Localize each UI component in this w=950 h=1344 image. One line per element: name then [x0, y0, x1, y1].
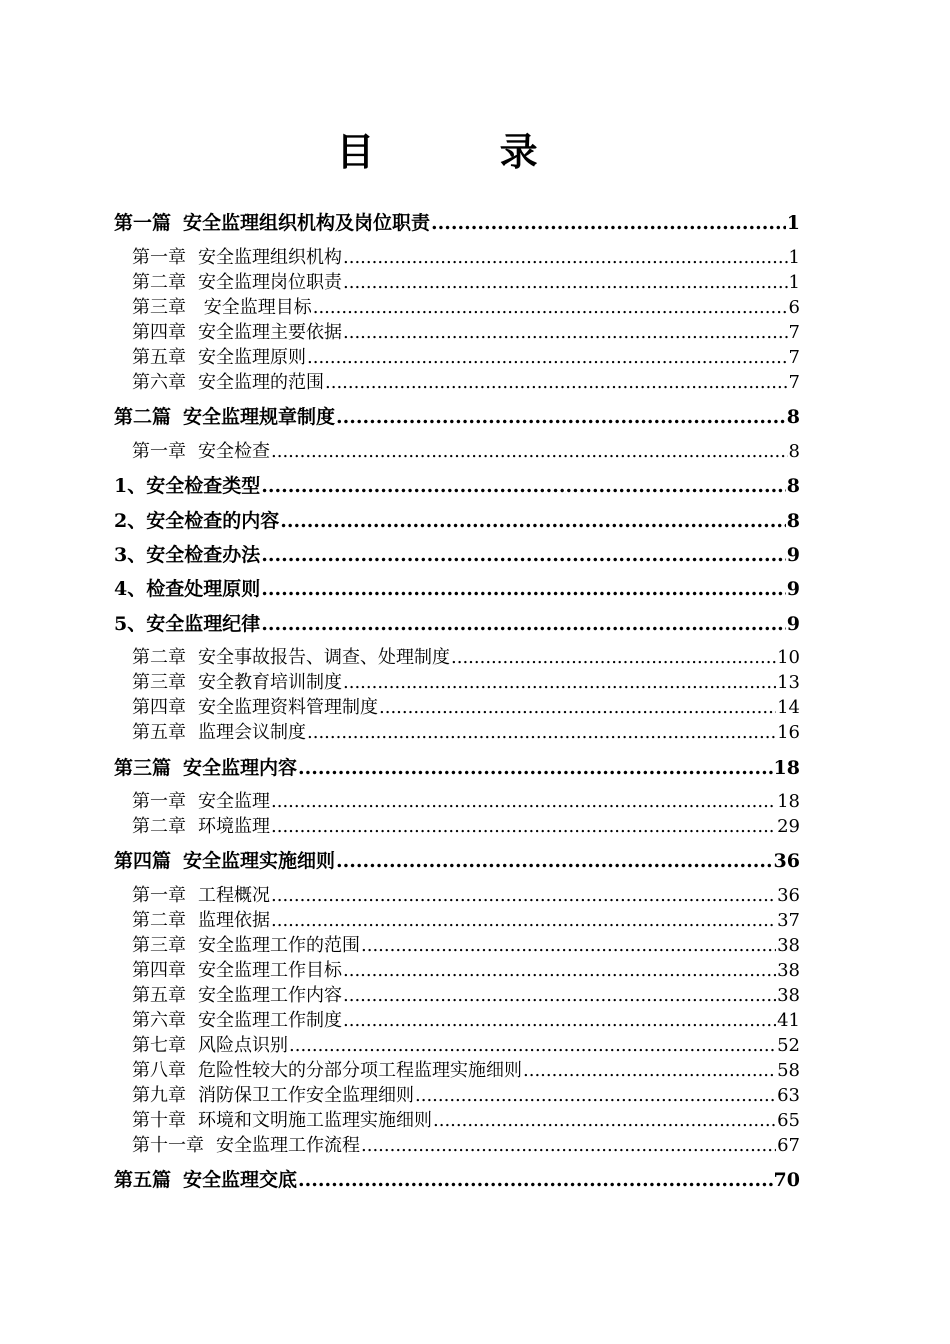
- toc-dot-leader: [343, 985, 776, 1006]
- toc-entry-label: [132, 293, 312, 319]
- toc-entry-label: [132, 881, 270, 907]
- toc-entry-label: [132, 437, 270, 463]
- toc-page-number: 36: [773, 850, 800, 872]
- toc-page-number: 9: [786, 544, 800, 566]
- toc-entry-title: 环境监理: [198, 816, 270, 837]
- toc-page-number: 38: [777, 960, 800, 981]
- toc-entry-label: [132, 368, 324, 394]
- toc-page-number: 58: [777, 1060, 800, 1081]
- toc-page-number: 1: [788, 247, 800, 268]
- toc-dot-leader: [271, 441, 788, 462]
- toc-page-number: 37: [777, 910, 800, 931]
- toc-part-entry[interactable]: [114, 402, 800, 429]
- toc-page-number: 18: [773, 757, 800, 779]
- toc-part-entry[interactable]: [114, 609, 800, 636]
- toc-chapter-entry[interactable]: [132, 787, 800, 813]
- toc-entry-title: 安全教育培训制度: [198, 672, 342, 693]
- toc-entry-label: [114, 609, 260, 636]
- toc-entry-title: 安全检查: [198, 441, 270, 462]
- toc-entry-title: 安全监理目标: [198, 297, 312, 318]
- toc-entry-label: [132, 318, 342, 344]
- toc-chapter-entry[interactable]: [132, 812, 800, 838]
- toc-page-number: 18: [777, 791, 800, 812]
- toc-entry-title: 监理依据: [198, 910, 270, 931]
- toc-chapter-entry[interactable]: [132, 906, 800, 932]
- toc-page-number: 52: [777, 1035, 800, 1056]
- toc-entry-number: 第二章: [132, 816, 186, 837]
- toc-page-number: 14: [777, 697, 800, 718]
- toc-dot-leader: [343, 322, 788, 343]
- toc-entry-number: 第五章: [132, 722, 186, 743]
- toc-entry-label: [132, 343, 306, 369]
- toc-chapter-entry[interactable]: [132, 343, 800, 369]
- toc-entry-number: 第一章: [132, 441, 186, 462]
- toc-chapter-entry[interactable]: [132, 1106, 800, 1132]
- toc-entry-title: 5、安全监理纪律: [114, 613, 261, 635]
- toc-entry-title: 安全监理主要依据: [198, 322, 342, 343]
- toc-entry-title: 4、检查处理原则: [114, 578, 261, 600]
- toc-chapter-entry[interactable]: [132, 437, 800, 463]
- toc-entry-label: [132, 243, 342, 269]
- toc-page-number: 7: [788, 322, 800, 343]
- toc-page-number: 70: [773, 1169, 800, 1191]
- toc-entry-number: 第六章: [132, 372, 186, 393]
- toc-entry-number: 第一章: [132, 791, 186, 812]
- toc-entry-number: 第四章: [132, 960, 186, 981]
- toc-chapter-entry[interactable]: [132, 1081, 800, 1107]
- toc-chapter-entry[interactable]: [132, 693, 800, 719]
- toc-entry-number: 第六章: [132, 1010, 186, 1031]
- toc-page-number: 16: [777, 722, 800, 743]
- toc-entry-label: [132, 956, 342, 982]
- toc-page-number: 63: [777, 1085, 800, 1106]
- toc-dot-leader: [523, 1060, 776, 1081]
- toc-entry-title: 安全监理: [198, 791, 270, 812]
- toc-page-number: 7: [788, 347, 800, 368]
- toc-entry-title: 安全监理的范围: [198, 372, 324, 393]
- toc-entry-number: 第八章: [132, 1060, 186, 1081]
- toc-dot-leader: [271, 910, 776, 931]
- toc-entry-title: 安全监理工作制度: [198, 1010, 342, 1031]
- toc-entry-label: [132, 693, 378, 719]
- toc-page-number: 29: [777, 816, 800, 837]
- toc-page-number: 65: [777, 1110, 800, 1131]
- toc-entry-number: 第五章: [132, 985, 186, 1006]
- toc-entry-title: 消防保卫工作安全监理细则: [198, 1085, 414, 1106]
- toc-entry-label: [132, 906, 270, 932]
- toc-entry-title: 安全监理岗位职责: [198, 272, 342, 293]
- toc-entry-number: 第五篇: [114, 1169, 172, 1191]
- toc-part-entry[interactable]: [114, 506, 800, 533]
- toc-entry-title: 风险点识别: [198, 1035, 288, 1056]
- toc-dot-leader: [307, 722, 776, 743]
- toc-dot-leader: [307, 347, 788, 368]
- page-title: 目 录: [336, 130, 594, 174]
- toc-dot-leader: [261, 613, 786, 635]
- toc-dot-leader: [415, 1085, 776, 1106]
- toc-dot-leader: [271, 816, 776, 837]
- toc-entry-number: 第二章: [132, 910, 186, 931]
- toc-dot-leader: [451, 647, 776, 668]
- toc-chapter-entry[interactable]: [132, 956, 800, 982]
- toc-dot-leader: [280, 510, 786, 532]
- toc-dot-leader: [271, 885, 776, 906]
- toc-entry-title: 工程概况: [198, 885, 270, 906]
- toc-chapter-entry[interactable]: [132, 318, 800, 344]
- toc-dot-leader: [343, 960, 776, 981]
- toc-chapter-entry[interactable]: [132, 668, 800, 694]
- toc-chapter-entry[interactable]: [132, 718, 800, 744]
- toc-page-number: 1: [786, 212, 800, 234]
- toc-entry-number: 第一章: [132, 885, 186, 906]
- toc-entry-title: 安全监理原则: [198, 347, 306, 368]
- toc-entry-number: 第二章: [132, 647, 186, 668]
- toc-entry-label: [114, 574, 260, 601]
- toc-dot-leader: [431, 212, 786, 234]
- toc-chapter-entry[interactable]: [132, 1131, 800, 1157]
- toc-entry-title: 安全监理内容: [183, 757, 298, 779]
- toc-entry-title: 安全监理工作流程: [216, 1135, 360, 1156]
- toc-entry-title: 安全监理工作的范围: [198, 935, 360, 956]
- toc-entry-label: [114, 1165, 297, 1192]
- toc-dot-leader: [361, 935, 776, 956]
- toc-page-number: 8: [786, 475, 800, 497]
- toc-chapter-entry[interactable]: [132, 1056, 800, 1082]
- toc-dot-leader: [343, 1010, 776, 1031]
- toc-entry-label: [114, 753, 297, 780]
- toc-entry-label: [132, 787, 270, 813]
- toc-entry-label: [114, 506, 279, 533]
- toc-chapter-entry[interactable]: [132, 1031, 800, 1057]
- toc-entry-title: 环境和文明施工监理实施细则: [198, 1110, 432, 1131]
- toc-entry-title: 安全事故报告、调查、处理制度: [198, 647, 450, 668]
- toc-entry-title: 安全监理交底: [183, 1169, 298, 1191]
- toc-dot-leader: [433, 1110, 776, 1131]
- toc-entry-title: 安全监理工作内容: [198, 985, 342, 1006]
- toc-dot-leader: [343, 247, 788, 268]
- toc-entry-label: [132, 668, 342, 694]
- toc-dot-leader: [379, 697, 776, 718]
- toc-entry-title: 3、安全检查办法: [114, 544, 261, 566]
- toc-entry-label: [132, 1056, 522, 1082]
- toc-part-entry[interactable]: [114, 208, 800, 235]
- toc-entry-title: 危险性较大的分部分项工程监理实施细则: [198, 1060, 522, 1081]
- toc-page-number: 9: [786, 578, 800, 600]
- toc-chapter-entry[interactable]: [132, 368, 800, 394]
- toc-entry-title: 安全监理工作目标: [198, 960, 342, 981]
- toc-entry-label: [132, 1106, 432, 1132]
- toc-chapter-entry[interactable]: [132, 243, 800, 269]
- toc-entry-title: 安全监理规章制度: [183, 406, 336, 428]
- toc-dot-leader: [289, 1035, 776, 1056]
- toc-page-number: 10: [777, 647, 800, 668]
- toc-part-entry[interactable]: [114, 1165, 800, 1192]
- toc-entry-number: 第二篇: [114, 406, 172, 428]
- toc-part-entry[interactable]: [114, 753, 800, 780]
- toc-entry-number: 第四篇: [114, 850, 172, 872]
- toc-entry-number: 第四章: [132, 322, 186, 343]
- toc-entry-label: [132, 718, 306, 744]
- toc-part-entry[interactable]: [114, 846, 800, 873]
- toc-chapter-entry[interactable]: [132, 931, 800, 957]
- toc-dot-leader: [261, 544, 786, 566]
- toc-entry-number: 第一篇: [114, 212, 172, 234]
- toc-entry-title: 安全监理资料管理制度: [198, 697, 378, 718]
- toc-chapter-entry[interactable]: [132, 981, 800, 1007]
- toc-entry-label: [114, 846, 335, 873]
- toc-page-number: 9: [786, 613, 800, 635]
- toc-entry-title: 安全监理实施细则: [183, 850, 336, 872]
- toc-chapter-entry[interactable]: [132, 293, 800, 319]
- toc-page-number: 8: [788, 441, 800, 462]
- toc-dot-leader: [298, 757, 773, 779]
- toc-entry-number: 第三章: [132, 672, 186, 693]
- toc-entry-number: 第五章: [132, 347, 186, 368]
- toc-entry-number: 第二章: [132, 272, 186, 293]
- toc-chapter-entry[interactable]: [132, 643, 800, 669]
- toc-page-number: 6: [788, 297, 800, 318]
- toc-dot-leader: [261, 578, 786, 600]
- toc-entry-title: 监理会议制度: [198, 722, 306, 743]
- toc-dot-leader: [298, 1169, 773, 1191]
- toc-entry-number: 第一章: [132, 247, 186, 268]
- toc-entry-label: [132, 812, 270, 838]
- toc-chapter-entry[interactable]: [132, 881, 800, 907]
- toc-entry-label: [132, 1006, 342, 1032]
- toc-part-entry[interactable]: [114, 574, 800, 601]
- toc-dot-leader: [336, 850, 773, 872]
- toc-dot-leader: [343, 672, 776, 693]
- toc-entry-number: 第七章: [132, 1035, 186, 1056]
- toc-entry-title: 2、安全检查的内容: [114, 510, 280, 532]
- toc-entry-number: 第三章: [132, 297, 186, 318]
- toc-part-entry[interactable]: [114, 540, 800, 567]
- toc-entry-title: 安全监理组织机构及岗位职责: [183, 212, 431, 234]
- toc-page-number: 7: [788, 372, 800, 393]
- toc-entry-title: 安全监理组织机构: [198, 247, 342, 268]
- toc-page-number: 1: [788, 272, 800, 293]
- toc-page-number: 8: [786, 406, 800, 428]
- toc-entry-label: [132, 643, 450, 669]
- toc-page-number: 67: [777, 1135, 800, 1156]
- toc-page-number: 38: [777, 985, 800, 1006]
- toc-dot-leader: [261, 475, 786, 497]
- toc-entry-number: 第十一章: [132, 1135, 204, 1156]
- toc-dot-leader: [313, 297, 788, 318]
- toc-entry-label: [132, 268, 342, 294]
- toc-entry-label: [132, 1131, 360, 1157]
- toc-entry-label: [114, 402, 335, 429]
- toc-entry-title: 1、安全检查类型: [114, 475, 261, 497]
- toc-page-number: 13: [777, 672, 800, 693]
- toc-entry-label: [132, 981, 342, 1007]
- toc-dot-leader: [343, 272, 788, 293]
- toc-entry-number: 第九章: [132, 1085, 186, 1106]
- toc-dot-leader: [271, 791, 776, 812]
- toc-entry-number: 第四章: [132, 697, 186, 718]
- toc-part-entry[interactable]: [114, 471, 800, 498]
- toc-page-number: 36: [777, 885, 800, 906]
- toc-entry-label: [132, 1031, 288, 1057]
- toc-page-number: 41: [777, 1010, 800, 1031]
- toc-entry-number: 第三章: [132, 935, 186, 956]
- toc-dot-leader: [336, 406, 786, 428]
- toc-entry-label: [114, 540, 260, 567]
- toc-entry-label: [132, 931, 360, 957]
- toc-dot-leader: [325, 372, 788, 393]
- toc-entry-number: 第十章: [132, 1110, 186, 1131]
- toc-entry-label: [132, 1081, 414, 1107]
- toc-entry-label: [114, 471, 260, 498]
- toc-entry-label: [114, 208, 430, 235]
- toc-chapter-entry[interactable]: [132, 1006, 800, 1032]
- toc-page-number: 8: [786, 510, 800, 532]
- toc-entry-number: 第三篇: [114, 757, 172, 779]
- toc-dot-leader: [361, 1135, 776, 1156]
- toc-chapter-entry[interactable]: [132, 268, 800, 294]
- toc-page-number: 38: [777, 935, 800, 956]
